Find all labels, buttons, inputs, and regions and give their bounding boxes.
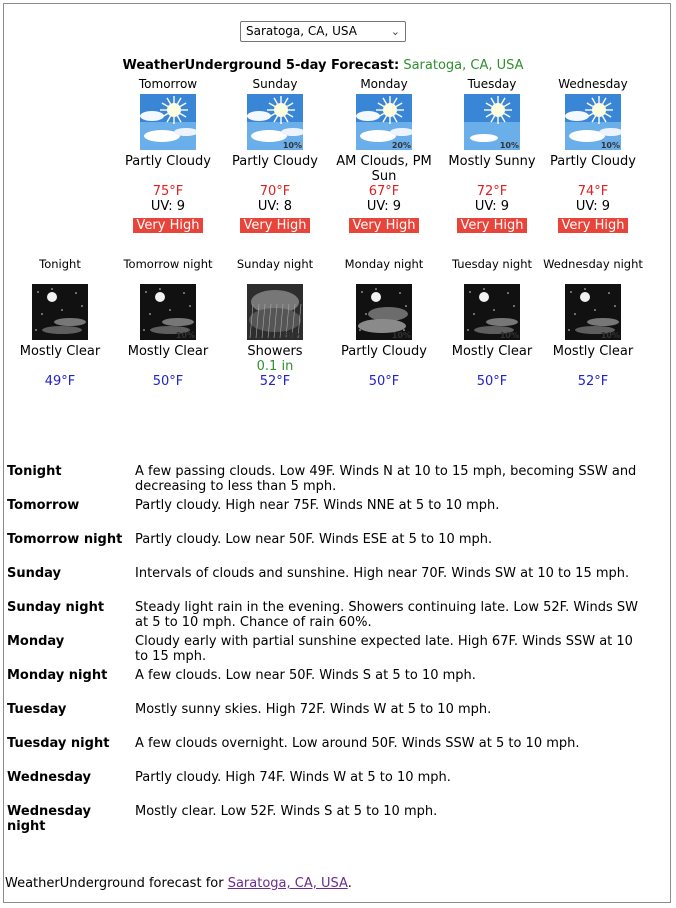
day-name: Monday bbox=[360, 77, 408, 91]
uv-badge-wrap bbox=[437, 214, 547, 233]
night-condition: Mostly Clear bbox=[127, 344, 209, 359]
forecast-period: Wednesday night bbox=[7, 804, 91, 834]
high-temp: 67°F bbox=[368, 184, 400, 199]
forecast-text: Mostly clear. Low 52F. Winds S at 5 to 10 mph. bbox=[135, 804, 438, 819]
night-name: Tomorrow night bbox=[123, 257, 213, 271]
low-temp: 49°F bbox=[44, 374, 76, 389]
precip-amount bbox=[538, 359, 648, 374]
night-forecast bbox=[220, 258, 330, 389]
forecast-period: Tuesday bbox=[7, 702, 67, 717]
night-condition: Mostly Clear bbox=[19, 344, 101, 359]
low-temp: 52°F bbox=[577, 374, 609, 389]
uv-level-badge: Very High bbox=[558, 218, 629, 233]
forecast-text: A few clouds overnight. Low around 50F. Winds SSW at 5 to 10 mph. bbox=[135, 736, 580, 751]
forecast-period: Tuesday night bbox=[7, 736, 110, 751]
partly-cloudy-day-icon bbox=[565, 94, 621, 150]
forecast-text: Intervals of clouds and sunshine. High near 70F. Winds SW at 10 to 15 mph. bbox=[135, 566, 630, 581]
night-name: Sunday night bbox=[236, 257, 314, 271]
uv-level-badge: Very High bbox=[457, 218, 528, 233]
location-select[interactable] bbox=[240, 21, 406, 42]
forecast-text: Mostly sunny skies. High 72F. Winds W at 5 to 10 mph. bbox=[135, 702, 492, 717]
forecast-text: Cloudy early with partial sunshine expected late. High 67F. Winds SSW at 10 to 15 mph. bbox=[135, 634, 633, 664]
day-condition: AM Clouds, PM Sun bbox=[336, 154, 432, 184]
precip-chance: 10% bbox=[600, 331, 620, 340]
precip-chance: 60% bbox=[282, 331, 302, 340]
precip-amount: 0.1 in bbox=[256, 359, 294, 374]
low-temp: 50°F bbox=[476, 374, 508, 389]
precip-amount bbox=[5, 359, 115, 374]
night-condition: Mostly Clear bbox=[451, 344, 533, 359]
low-temp: 52°F bbox=[259, 374, 291, 389]
night-condition: Mostly Clear bbox=[552, 344, 634, 359]
night-name: Tuesday night bbox=[451, 257, 533, 271]
night-forecast bbox=[538, 258, 648, 389]
day-forecast bbox=[437, 78, 547, 233]
uv-index: UV: 9 bbox=[150, 199, 186, 214]
forecast-text: Steady light rain in the evening. Showers continuing late. Low 52F. Winds SW at 5 to 10 mph. Chance of rain 60%. bbox=[135, 600, 639, 630]
day-condition: Partly Cloudy bbox=[550, 154, 636, 169]
uv-badge-wrap bbox=[329, 214, 439, 233]
low-temp: 50°F bbox=[368, 374, 400, 389]
day-name: Wednesday bbox=[558, 77, 628, 91]
forecast-period: Sunday bbox=[7, 566, 62, 581]
day-forecast bbox=[220, 78, 330, 233]
footer bbox=[5, 876, 352, 891]
night-forecast bbox=[437, 258, 547, 389]
uv-badge-wrap bbox=[220, 214, 330, 233]
precip-amount bbox=[329, 359, 439, 374]
day-name: Tuesday bbox=[467, 77, 517, 91]
precip-chance: 10% bbox=[499, 141, 519, 150]
high-temp: 75°F bbox=[152, 184, 184, 199]
location-select-value: Saratoga, CA, USA bbox=[246, 24, 357, 38]
night-condition: Showers bbox=[247, 344, 303, 359]
forecast-text: A few clouds. Low near 50F. Winds S at 5 to 10 mph. bbox=[135, 668, 476, 683]
partly-cloudy-day-icon bbox=[356, 94, 412, 150]
forecast-period: Tomorrow night bbox=[7, 532, 123, 547]
mostly-sunny-icon bbox=[464, 94, 520, 150]
night-forecast bbox=[329, 258, 439, 389]
uv-level-badge: Very High bbox=[349, 218, 420, 233]
uv-index: UV: 8 bbox=[257, 199, 293, 214]
day-name: Tomorrow bbox=[138, 77, 198, 91]
forecast-text: Partly cloudy. High 74F. Winds W at 5 to 10 mph. bbox=[135, 770, 451, 785]
uv-level-badge: Very High bbox=[133, 218, 204, 233]
night-name: Wednesday night bbox=[543, 257, 643, 271]
day-forecast bbox=[113, 78, 223, 233]
uv-index: UV: 9 bbox=[575, 199, 611, 214]
day-forecast bbox=[329, 78, 439, 233]
low-temp: 50°F bbox=[152, 374, 184, 389]
precip-amount bbox=[437, 359, 547, 374]
clear-night-icon bbox=[565, 284, 621, 340]
forecast-heading bbox=[0, 58, 646, 73]
partly-cloudy-day-icon bbox=[247, 94, 303, 150]
showers-night-icon bbox=[247, 284, 303, 340]
uv-level-badge: Very High bbox=[240, 218, 311, 233]
forecast-period: Sunday night bbox=[7, 600, 105, 615]
day-forecast bbox=[538, 78, 648, 233]
precip-chance: 10% bbox=[282, 141, 302, 150]
chevron-down-icon: ⌄ bbox=[390, 25, 400, 38]
day-condition: Partly Cloudy bbox=[232, 154, 318, 169]
forecast-text: Partly cloudy. Low near 50F. Winds ESE at 5 to 10 mph. bbox=[135, 532, 493, 547]
night-forecast bbox=[113, 258, 223, 389]
uv-index: UV: 9 bbox=[366, 199, 402, 214]
night-name: Tonight bbox=[39, 257, 81, 271]
forecast-period: Wednesday bbox=[7, 770, 91, 785]
partly-cloudy-night-icon bbox=[356, 284, 412, 340]
clear-night-icon bbox=[140, 284, 196, 340]
high-temp: 70°F bbox=[259, 184, 291, 199]
forecast-period: Monday bbox=[7, 634, 65, 649]
day-name: Sunday bbox=[252, 77, 298, 91]
precip-chance: 10% bbox=[600, 141, 620, 150]
precip-chance: 10% bbox=[499, 331, 519, 340]
high-temp: 72°F bbox=[476, 184, 508, 199]
precip-chance: 20% bbox=[391, 141, 411, 150]
night-forecast bbox=[5, 258, 115, 389]
day-condition: Mostly Sunny bbox=[448, 154, 536, 169]
uv-badge-wrap bbox=[113, 214, 223, 233]
day-condition: Partly Cloudy bbox=[125, 154, 211, 169]
precip-chance: 10% bbox=[391, 331, 411, 340]
precip-amount bbox=[113, 359, 223, 374]
night-condition: Partly Cloudy bbox=[341, 344, 427, 359]
heading-location: Saratoga, CA, USA bbox=[403, 58, 524, 73]
precip-chance: 10% bbox=[175, 331, 195, 340]
forecast-text: Partly cloudy. High near 75F. Winds NNE at 5 to 10 mph. bbox=[135, 498, 500, 513]
forecast-period: Tonight bbox=[7, 464, 62, 479]
high-temp: 74°F bbox=[577, 184, 609, 199]
footer-prefix: WeatherUnderground forecast for bbox=[5, 876, 228, 891]
forecast-period: Tomorrow bbox=[7, 498, 80, 513]
clear-night-icon bbox=[32, 284, 88, 340]
uv-badge-wrap bbox=[538, 214, 648, 233]
heading-prefix: WeatherUnderground 5-day Forecast: bbox=[122, 58, 400, 73]
forecast-period: Monday night bbox=[7, 668, 108, 683]
forecast-text: A few passing clouds. Low 49F. Winds N at 10 to 15 mph, becoming SSW and decreasing to less than 5 mph. bbox=[135, 464, 637, 494]
night-name: Monday night bbox=[344, 257, 424, 271]
partly-cloudy-day-icon bbox=[140, 94, 196, 150]
clear-night-icon bbox=[464, 284, 520, 340]
footer-location-link[interactable]: Saratoga, CA, USA bbox=[227, 876, 348, 891]
footer-suffix: . bbox=[347, 876, 352, 891]
uv-index: UV: 9 bbox=[474, 199, 510, 214]
